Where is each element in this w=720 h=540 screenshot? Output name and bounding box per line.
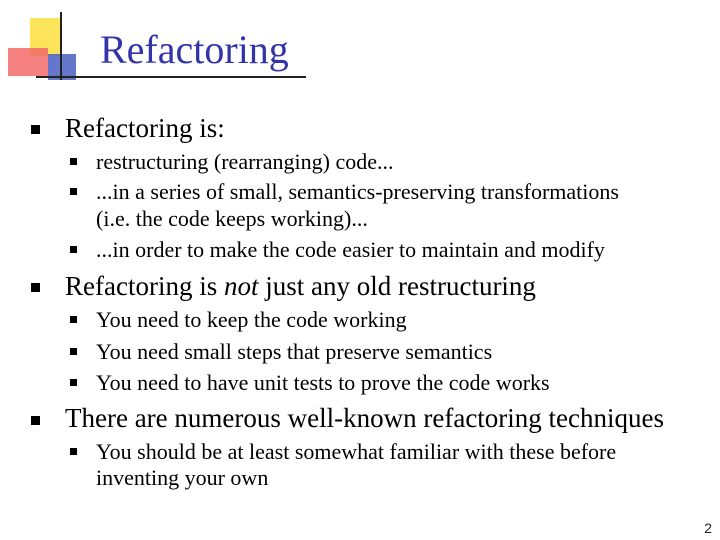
bullet-text-pre: Refactoring is bbox=[65, 271, 224, 301]
sub-bullet-maintain: ...in order to make the code easier to maintain and modify bbox=[96, 237, 605, 262]
bullet-refactoring-is: Refactoring is: bbox=[65, 113, 225, 143]
sub-bullet-marker bbox=[70, 448, 77, 455]
sub-bullet-familiar-line1: You should be at least somewhat familiar with these before bbox=[96, 439, 617, 464]
sub-bullet-marker bbox=[70, 188, 77, 195]
sub-bullet-familiar-line2: inventing your own bbox=[96, 465, 269, 490]
bullet-not-any-restructuring bbox=[65, 270, 705, 302]
sub-bullet-marker bbox=[70, 379, 77, 386]
sub-bullet-marker bbox=[70, 348, 77, 355]
bullet-marker bbox=[31, 416, 40, 425]
sub-bullet-series-line2: (i.e. the code keeps working)... bbox=[96, 206, 368, 231]
sub-bullet-marker bbox=[70, 246, 77, 253]
bullet-marker bbox=[31, 283, 40, 292]
sub-bullet-series-line1: ...in a series of small, semantics-preserving transformations bbox=[96, 179, 619, 204]
slide-title: Refactoring bbox=[100, 27, 289, 72]
bullet-marker bbox=[31, 125, 40, 134]
sub-bullet-marker bbox=[70, 316, 77, 323]
bullet-text-post: just any old restructuring bbox=[258, 271, 536, 301]
sub-bullet-keep-working: You need to keep the code working bbox=[96, 307, 407, 332]
page-number: 2 bbox=[704, 520, 712, 536]
sub-bullet-unit-tests: You need to have unit tests to prove the code works bbox=[96, 370, 550, 395]
sub-bullet-marker bbox=[70, 158, 77, 165]
bullet-text-emphasis: not bbox=[223, 271, 259, 301]
bullet-techniques: There are numerous well-known refactoring techniques bbox=[65, 403, 665, 433]
sub-bullet-small-steps: You need small steps that preserve semantics bbox=[96, 339, 493, 364]
sub-bullet-restructuring: restructuring (rearranging) code... bbox=[96, 149, 394, 174]
